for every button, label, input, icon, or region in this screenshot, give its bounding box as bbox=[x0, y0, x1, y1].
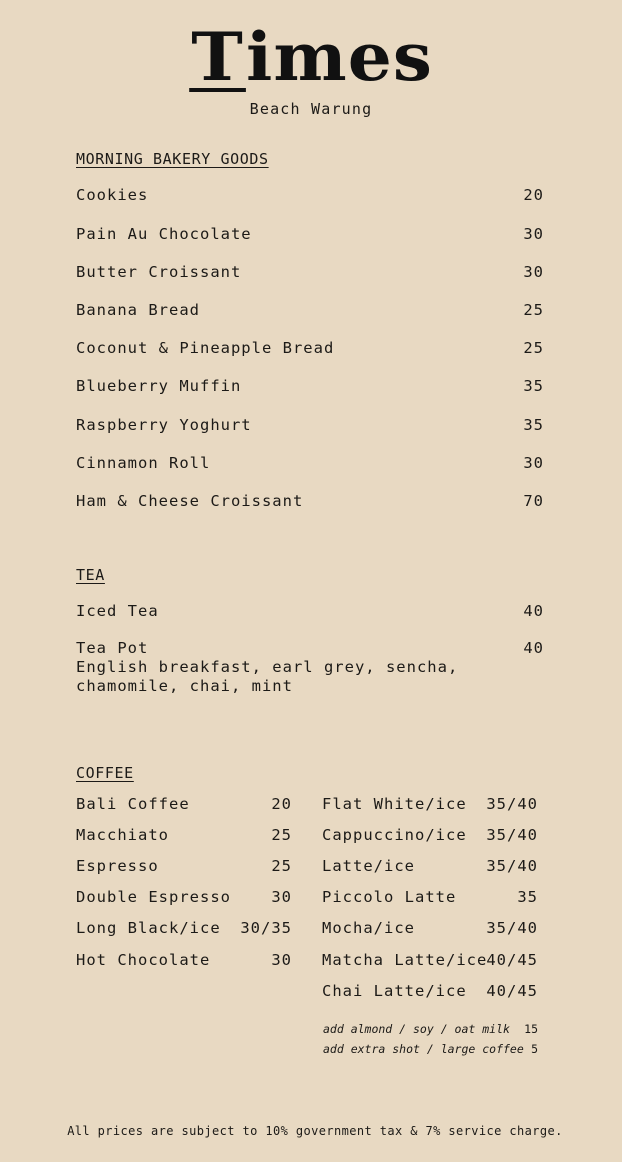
menu-item-name: Chai Latte/ice bbox=[322, 982, 467, 1000]
menu-item-price: 25 bbox=[271, 857, 292, 875]
menu-item bbox=[76, 888, 292, 910]
menu-item bbox=[76, 416, 544, 438]
menu-item bbox=[76, 951, 292, 973]
addon-price: 15 bbox=[524, 1022, 538, 1036]
menu-item-price: 30 bbox=[523, 454, 544, 472]
menu-item-name: Double Espresso bbox=[76, 888, 231, 906]
menu-item bbox=[76, 339, 544, 361]
menu-item bbox=[322, 857, 538, 879]
menu-item-name: Pain Au Chocolate bbox=[76, 225, 252, 243]
logo-wordmark bbox=[189, 18, 433, 96]
menu-item bbox=[76, 919, 292, 941]
logo bbox=[0, 18, 622, 96]
logo-rest: imes bbox=[245, 18, 433, 96]
menu-item bbox=[76, 225, 544, 247]
menu-item bbox=[322, 795, 538, 817]
addon-item bbox=[323, 1022, 538, 1038]
menu-item-name: Hot Chocolate bbox=[76, 951, 211, 969]
menu-item-name: Espresso bbox=[76, 857, 159, 875]
menu-item-name: Long Black/ice bbox=[76, 919, 221, 937]
menu-item bbox=[322, 919, 538, 941]
menu-item-price: 25 bbox=[523, 301, 544, 319]
menu-item-price: 30/35 bbox=[240, 919, 292, 937]
menu-item bbox=[322, 982, 538, 1004]
menu-item-price: 40/45 bbox=[486, 982, 538, 1000]
menu-item-name: Butter Croissant bbox=[76, 263, 242, 281]
menu-item-name: Blueberry Muffin bbox=[76, 377, 242, 395]
menu-item-price: 20 bbox=[271, 795, 292, 813]
menu-item-name: Matcha Latte/ice bbox=[322, 951, 488, 969]
menu-item-price: 35 bbox=[523, 377, 544, 395]
menu-item-name: Cappuccino/ice bbox=[322, 826, 467, 844]
menu-item bbox=[76, 301, 544, 323]
menu-item-price: 30 bbox=[271, 888, 292, 906]
menu-item-price: 35/40 bbox=[486, 795, 538, 813]
section-title-bakery: MORNING BAKERY GOODS bbox=[76, 150, 269, 168]
menu-item-price: 30 bbox=[523, 225, 544, 243]
menu-item-name: Coconut & Pineapple Bread bbox=[76, 339, 335, 357]
menu-item-price: 35/40 bbox=[486, 919, 538, 937]
menu-item bbox=[76, 826, 292, 848]
menu-item-description: English breakfast, earl grey, sencha, chamomile, chai, mint bbox=[76, 658, 459, 695]
menu-item bbox=[322, 951, 538, 973]
menu-item-name: Cinnamon Roll bbox=[76, 454, 211, 472]
menu-item bbox=[76, 377, 544, 399]
menu-item-name: Piccolo Latte bbox=[322, 888, 457, 906]
menu-item-price: 40/45 bbox=[486, 951, 538, 969]
menu-item bbox=[76, 454, 544, 476]
menu-item bbox=[76, 857, 292, 879]
menu-item-price: 35 bbox=[523, 416, 544, 434]
section-title-tea: TEA bbox=[76, 566, 105, 584]
menu-item-name: Tea Pot bbox=[76, 639, 149, 657]
menu-item-price: 35/40 bbox=[486, 826, 538, 844]
menu-item-name: Cookies bbox=[76, 186, 149, 204]
menu-item-name: Ham & Cheese Croissant bbox=[76, 492, 304, 510]
restaurant-subtitle: Beach Warung bbox=[249, 100, 373, 118]
menu-item-name: Iced Tea bbox=[76, 602, 159, 620]
menu-item-name: Banana Bread bbox=[76, 301, 200, 319]
menu-item bbox=[76, 492, 544, 514]
addon-name: add extra shot / large coffee bbox=[323, 1042, 524, 1056]
menu-item-price: 20 bbox=[523, 186, 544, 204]
menu-item-price: 40 bbox=[523, 639, 544, 657]
addon-price: 5 bbox=[531, 1042, 538, 1056]
menu-item bbox=[76, 795, 292, 817]
footer-note: All prices are subject to 10% government tax & 7% service charge. bbox=[67, 1124, 563, 1138]
menu-item-price: 35/40 bbox=[486, 857, 538, 875]
menu-item-name: Flat White/ice bbox=[322, 795, 467, 813]
menu-item bbox=[322, 826, 538, 848]
menu-item bbox=[76, 602, 544, 624]
menu-item bbox=[76, 186, 544, 208]
menu-item-price: 25 bbox=[271, 826, 292, 844]
menu-item-name: Bali Coffee bbox=[76, 795, 190, 813]
menu-item-price: 35 bbox=[517, 888, 538, 906]
addon-name: add almond / soy / oat milk bbox=[323, 1022, 510, 1036]
logo-initial: T bbox=[189, 26, 246, 92]
menu-item-price: 70 bbox=[523, 492, 544, 510]
menu-item-price: 25 bbox=[523, 339, 544, 357]
menu-item-name: Raspberry Yoghurt bbox=[76, 416, 252, 434]
menu-item-price: 30 bbox=[271, 951, 292, 969]
menu-item-name: Mocha/ice bbox=[322, 919, 415, 937]
menu-item-name: Macchiato bbox=[76, 826, 169, 844]
menu-item-price: 30 bbox=[523, 263, 544, 281]
menu-item bbox=[76, 263, 544, 285]
menu-item-name: Latte/ice bbox=[322, 857, 415, 875]
section-title-coffee: COFFEE bbox=[76, 764, 134, 782]
menu-item-price: 40 bbox=[523, 602, 544, 620]
menu-item bbox=[322, 888, 538, 910]
addon-item bbox=[323, 1042, 538, 1058]
